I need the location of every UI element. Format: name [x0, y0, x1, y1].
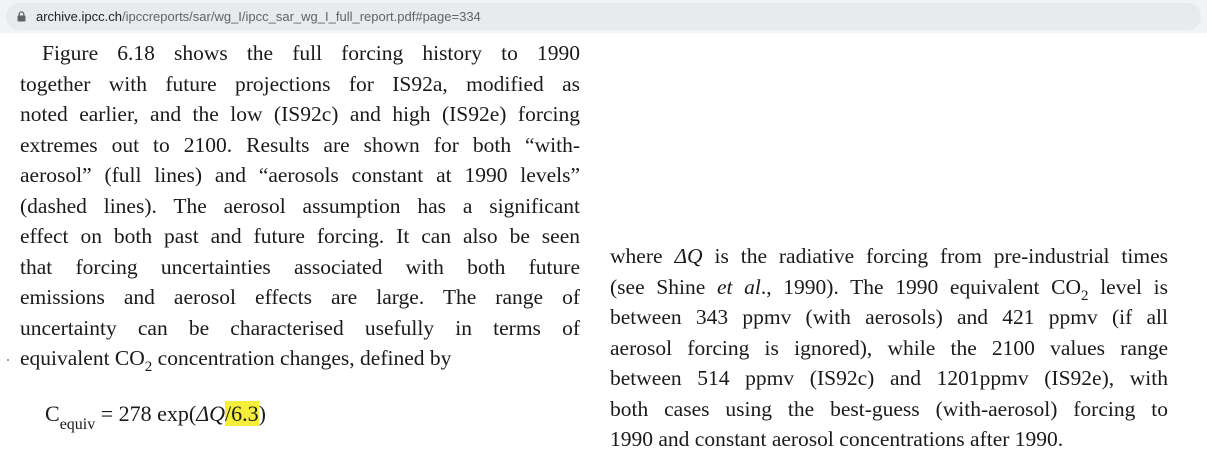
et-al-italic: et al [716, 274, 761, 299]
line-text: ., 1990). The 1990 equivalent CO [760, 274, 1082, 299]
line-text: (see Shine [610, 274, 717, 299]
url-host: archive.ipcc.ch [36, 9, 122, 24]
line-text: equivalent CO [20, 346, 145, 370]
paragraph-line: that forcing uncertainties associated with both future [20, 254, 580, 279]
url-text[interactable] [36, 8, 481, 25]
subscript: 2 [144, 359, 153, 375]
paragraph-line: uncertainty can be characterised usefully in terms of [20, 315, 580, 340]
paragraph-line: Figure 6.18 shows the full forcing history to 1990 [42, 41, 580, 65]
right-column-paragraph [610, 241, 1168, 455]
paragraph-line: (dashed lines). The aerosol assumption has a significant [20, 193, 580, 218]
paragraph-line: extremes out to 2100. Results are shown for both “with- [20, 132, 580, 157]
paragraph-line: aerosol forcing is ignored), while the 2100 values range [610, 335, 1168, 360]
equation-rhs: = 278 exp( [95, 401, 197, 426]
paragraph-line: effect on both past and future forcing. It can also be seen [20, 224, 580, 248]
left-column-paragraph [20, 38, 580, 374]
lock-icon[interactable] [16, 11, 27, 22]
paragraph-line [20, 343, 580, 374]
address-field[interactable] [6, 3, 1201, 30]
equation [45, 399, 266, 432]
paragraph-line: both cases using the best-guess (with-aerosol) forcing to [610, 396, 1168, 421]
equation-close: ) [258, 401, 266, 426]
line-text: level is [1088, 274, 1168, 299]
highlighted-text[interactable]: /6.3 [225, 401, 259, 426]
delta-q-symbol: ΔQ [674, 244, 703, 268]
paragraph-line: aerosol” (full lines) and “aerosols constant at 1990 levels” [20, 163, 580, 187]
paragraph-line: between 343 ppmv (with aerosols) and 421 ppmv (if all [610, 305, 1168, 329]
equation-delta-q: ΔQ [196, 401, 226, 426]
browser-url-bar [0, 0, 1207, 33]
equation-subscript: equiv [59, 416, 96, 433]
subscript: 2 [1081, 287, 1089, 304]
paragraph-line: emissions and aerosol effects are large. The range of [20, 285, 580, 309]
line-text: is the radiative forcing from pre-industrial times [702, 244, 1168, 268]
line-text: concentration changes, defined by [152, 346, 452, 370]
paragraph-line: 1990 and constant aerosol concentrations after 1990. [610, 427, 1064, 451]
equation-base: C [45, 401, 60, 426]
paragraph-line: together with future projections for IS92a, modified as [20, 71, 580, 96]
url-path: /ipccreports/sar/wg_I/ipcc_sar_wg_I_full_report.pdf#page=334 [121, 9, 481, 24]
line-text: where [610, 244, 675, 268]
paragraph-line [610, 241, 1168, 272]
paragraph-line: between 514 ppmv (IS92c) and 1201ppmv (IS92e), with [610, 366, 1168, 390]
margin-mark [7, 359, 9, 361]
paragraph-line [610, 272, 1168, 303]
pdf-page [0, 33, 1207, 469]
paragraph-line: noted earlier, and the low (IS92c) and high (IS92e) forcing [20, 102, 580, 126]
